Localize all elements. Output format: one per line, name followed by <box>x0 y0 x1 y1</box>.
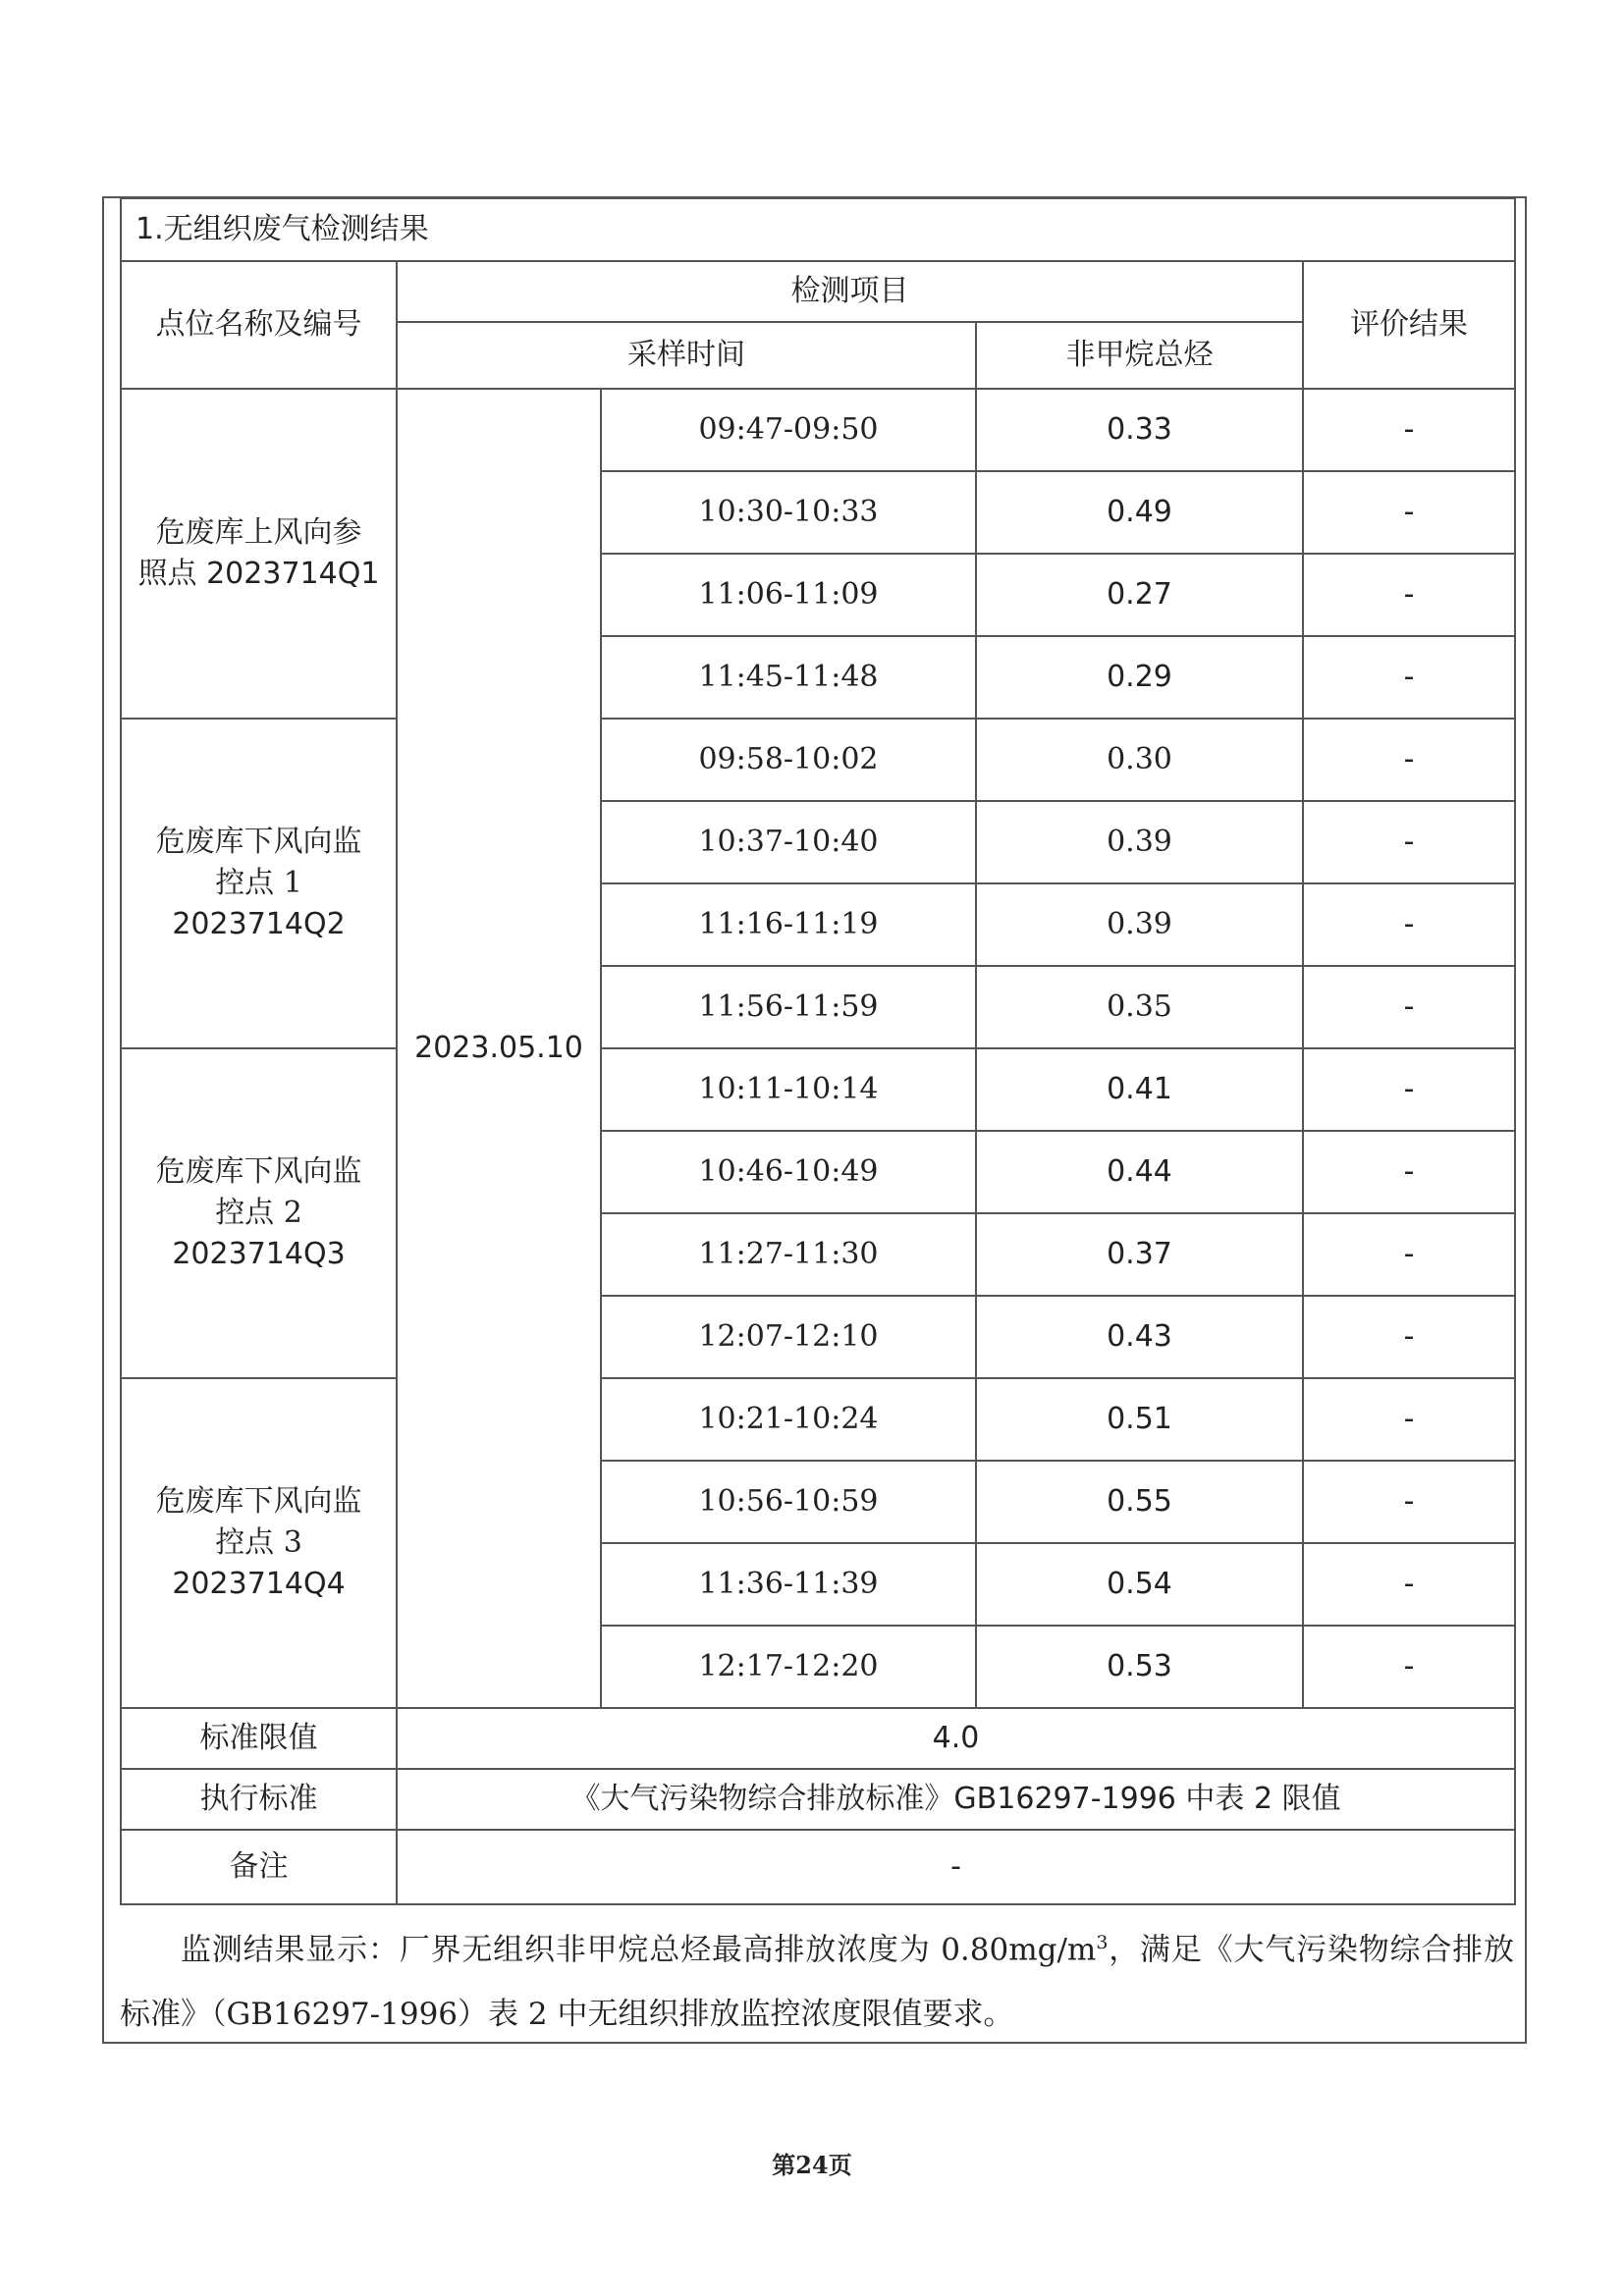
nmhc-value-cell: 0.35 <box>976 966 1303 1048</box>
nmhc-value-cell: 0.51 <box>976 1378 1303 1461</box>
table-row <box>121 719 1515 801</box>
conclusion-text-2: ，满足《大气污染物综合排放标准》（GB16297-1996）表 2 中无组织排放监控浓度限值要求。 <box>120 1932 1514 2033</box>
page-number: 第24页 <box>772 2151 852 2179</box>
header-row-1 <box>121 261 1515 322</box>
evaluation-cell: - <box>1303 966 1515 1048</box>
evaluation-cell: - <box>1303 554 1515 636</box>
remarks-value: - <box>397 1830 1515 1904</box>
point-name-line: 控点 1 <box>215 866 302 900</box>
point-name-line: 危废库下风向监 <box>155 1484 362 1519</box>
nmhc-value-cell: 0.29 <box>976 636 1303 719</box>
evaluation-cell: - <box>1303 1048 1515 1131</box>
header-sampling-time: 采样时间 <box>397 322 976 389</box>
limit-label: 标准限值 <box>121 1708 397 1769</box>
sampling-time-cell: 11:56-11:59 <box>601 966 976 1048</box>
sampling-time-cell: 10:46-10:49 <box>601 1131 976 1213</box>
nmhc-value-cell: 0.55 <box>976 1461 1303 1543</box>
point-name-line: 危废库下风向监 <box>155 825 362 859</box>
nmhc-value-cell: 0.39 <box>976 801 1303 883</box>
remarks-row <box>121 1830 1515 1904</box>
sampling-date: 2023.05.10 <box>397 389 601 1708</box>
evaluation-cell: - <box>1303 1378 1515 1461</box>
point-name-cell <box>121 389 397 719</box>
remarks-label: 备注 <box>121 1830 397 1904</box>
table-row <box>121 389 1515 471</box>
nmhc-value-cell: 0.54 <box>976 1543 1303 1626</box>
point-name-cell <box>121 1378 397 1708</box>
nmhc-value-cell: 0.39 <box>976 883 1303 966</box>
evaluation-cell: - <box>1303 883 1515 966</box>
evaluation-cell: - <box>1303 801 1515 883</box>
point-name-line: 控点 2 <box>215 1196 302 1230</box>
header-project: 检测项目 <box>397 261 1303 322</box>
point-name-line: 2023714Q2 <box>172 907 346 941</box>
nmhc-value-cell: 0.30 <box>976 719 1303 801</box>
nmhc-value-cell: 0.27 <box>976 554 1303 636</box>
evaluation-cell: - <box>1303 389 1515 471</box>
results-table <box>120 197 1516 1905</box>
evaluation-cell: - <box>1303 1626 1515 1708</box>
header-nmhc: 非甲烷总烃 <box>976 322 1303 389</box>
point-name-line: 2023714Q3 <box>172 1237 346 1271</box>
point-name-line: 2023714Q4 <box>172 1567 346 1601</box>
nmhc-value-cell: 0.33 <box>976 389 1303 471</box>
evaluation-cell: - <box>1303 1213 1515 1296</box>
conclusion-text-1: 监测结果显示：厂界无组织非甲烷总烃最高排放浓度为 0.80mg/m <box>181 1932 1097 1968</box>
nmhc-value-cell: 0.49 <box>976 471 1303 554</box>
sampling-time-cell: 11:36-11:39 <box>601 1543 976 1626</box>
nmhc-value-cell: 0.41 <box>976 1048 1303 1131</box>
sampling-time-cell: 09:58-10:02 <box>601 719 976 801</box>
sampling-time-cell: 10:21-10:24 <box>601 1378 976 1461</box>
evaluation-cell: - <box>1303 1543 1515 1626</box>
nmhc-value-cell: 0.37 <box>976 1213 1303 1296</box>
section-title-row <box>121 198 1515 261</box>
header-evaluation: 评价结果 <box>1303 261 1515 389</box>
sampling-time-cell: 12:17-12:20 <box>601 1626 976 1708</box>
nmhc-value-cell: 0.43 <box>976 1296 1303 1378</box>
point-name-line: 危废库上风向参 <box>155 515 362 550</box>
nmhc-value-cell: 0.53 <box>976 1626 1303 1708</box>
evaluation-cell: - <box>1303 719 1515 801</box>
point-name-cell <box>121 1048 397 1378</box>
sampling-time-cell: 10:56-10:59 <box>601 1461 976 1543</box>
conclusion-paragraph <box>120 1910 1514 2047</box>
point-name-cell <box>121 719 397 1048</box>
sampling-time-cell: 11:16-11:19 <box>601 883 976 966</box>
sampling-time-cell: 09:47-09:50 <box>601 389 976 471</box>
sampling-time-cell: 10:37-10:40 <box>601 801 976 883</box>
evaluation-cell: - <box>1303 1296 1515 1378</box>
standard-value: 《大气污染物综合排放标准》GB16297-1996 中表 2 限值 <box>397 1769 1515 1830</box>
evaluation-cell: - <box>1303 471 1515 554</box>
sampling-time-cell: 10:11-10:14 <box>601 1048 976 1131</box>
point-name-line: 危废库下风向监 <box>155 1154 362 1189</box>
sampling-time-cell: 11:06-11:09 <box>601 554 976 636</box>
point-name-line: 控点 3 <box>215 1525 302 1560</box>
sampling-time-cell: 11:45-11:48 <box>601 636 976 719</box>
limit-row <box>121 1708 1515 1769</box>
conclusion-superscript: 3 <box>1096 1932 1109 1953</box>
table-row <box>121 1048 1515 1131</box>
limit-value: 4.0 <box>397 1708 1515 1769</box>
section-title: 1.无组织废气检测结果 <box>121 198 1515 261</box>
evaluation-cell: - <box>1303 1461 1515 1543</box>
standard-label: 执行标准 <box>121 1769 397 1830</box>
sampling-time-cell: 12:07-12:10 <box>601 1296 976 1378</box>
sampling-time-cell: 10:30-10:33 <box>601 471 976 554</box>
point-name-line: 照点 2023714Q1 <box>137 557 380 591</box>
header-point: 点位名称及编号 <box>121 261 397 389</box>
table-row <box>121 1378 1515 1461</box>
evaluation-cell: - <box>1303 636 1515 719</box>
evaluation-cell: - <box>1303 1131 1515 1213</box>
standard-row <box>121 1769 1515 1830</box>
nmhc-value-cell: 0.44 <box>976 1131 1303 1213</box>
sampling-time-cell: 11:27-11:30 <box>601 1213 976 1296</box>
